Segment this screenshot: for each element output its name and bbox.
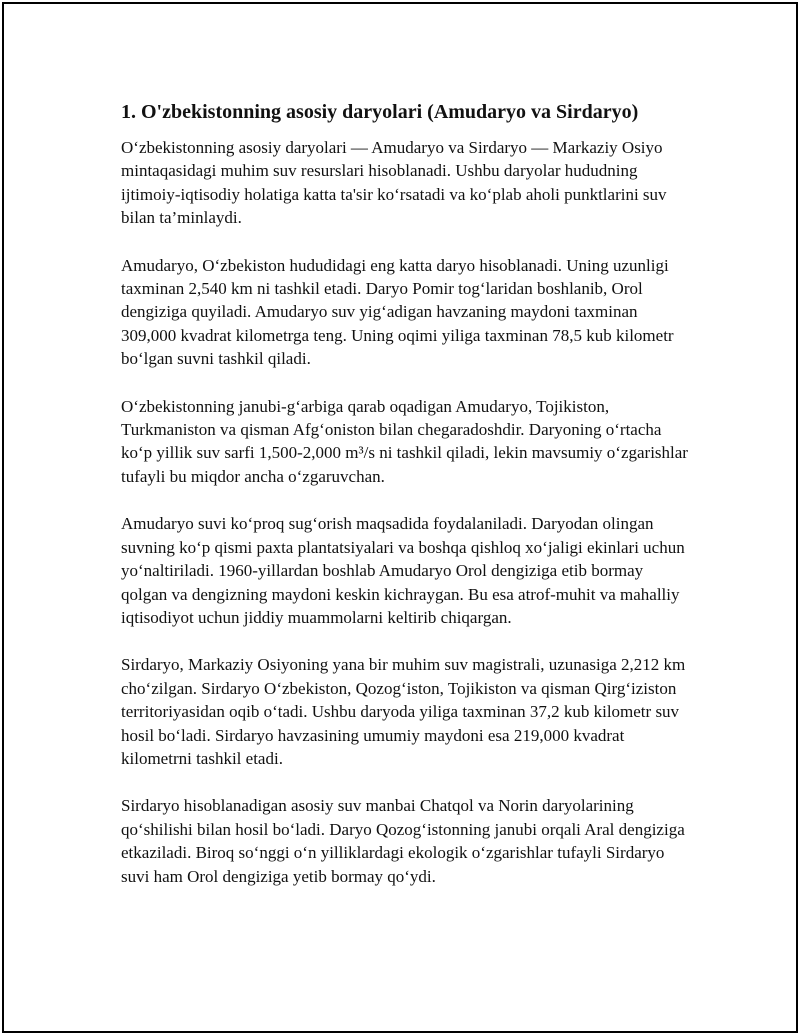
page-frame bbox=[2, 2, 798, 1033]
paragraph-intro: O‘zbekistonning asosiy daryolari — Amudaryo va Sirdaryo — Markaziy Osiyo mintaqasidagi muhim suv resurslari hisoblanadi. Ushbu daryolar hududning ijtimoiy-iqtisodiy holatiga katta ta'sir ko‘rsatadi va ko‘plab aholi punktlarini suv bilan ta’minlaydi. bbox=[121, 138, 667, 228]
paragraph-amudaryo-borders: O‘zbekistonning janubi-g‘arbiga qarab oqadigan Amudaryo, Tojikiston, Turkmaniston va qisman Afg‘oniston bilan chegaradoshdir. Daryoning o‘rtacha ko‘p yillik suv sarfi 1,500-2,000 m³/s ni tashkil qiladi, lekin mavsumiy o‘zgarishlar tufayli bu miqdor ancha o‘zgaruvchan. bbox=[121, 396, 688, 486]
paragraph-amudaryo-irrigation: Amudaryo suvi ko‘proq sug‘orish maqsadida foydalaniladi. Daryodan olingan suvning ko‘p qismi paxta plantatsiyalari va boshqa qishloq xo‘jaligi ekinlari uchun yo‘naltiriladi. 1960-yillardan boshlab Amudaryo Orol dengiziga etib bormay qolgan va dengizning maydoni keskin kichraygan. Bu esa atrof-muhit va mahalliy iqtisodiyot uchun jiddiy muammolarni keltirib chiqargan. bbox=[121, 514, 685, 627]
paragraph-sirdaryo-source: Sirdaryo hisoblanadigan asosiy suv manbai Chatqol va Norin daryolarining qo‘shilishi bilan hosil bo‘ladi. Daryo Qozog‘istonning janubi orqali Aral dengiziga etkaziladi. Biroq so‘nggi o‘n yilliklardagi ekologik o‘zgarishlar tufayli Sirdaryo suvi ham Orol dengiziga yetib bormay qo‘ydi. bbox=[121, 796, 685, 886]
paragraph-amudaryo-overview: Amudaryo, O‘zbekiston hududidagi eng katta daryo hisoblanadi. Uning uzunligi taxminan 2,540 km ni tashkil etadi. Daryo Pomir tog‘laridan boshlanib, Orol dengiziga quyiladi. Amudaryo suv yig‘adigan havzaning maydoni taxminan 309,000 kvadrat kilometrga teng. Uning oqimi yiliga taxminan 78,5 kub kilometr bo‘lgan suvni tashkil qiladi. bbox=[121, 255, 674, 369]
document-body bbox=[121, 100, 691, 912]
document-title: 1. O'zbekistonning asosiy daryolari (Amudaryo va Sirdaryo) bbox=[121, 101, 639, 123]
paragraph-sirdaryo-overview: Sirdaryo, Markaziy Osiyoning yana bir muhim suv magistrali, uzunasiga 2,212 km cho‘zilgan. Sirdaryo O‘zbekiston, Qozog‘iston, Tojikiston va qisman Qirg‘iziston territoriyasidan oqib o‘tadi. Ushbu daryoda yiliga taxminan 37,2 kub kilometr suv hosil bo‘ladi. Sirdaryo havzasining umumiy maydoni esa 219,000 kvadrat kilometrni tashkil etadi. bbox=[121, 655, 686, 768]
